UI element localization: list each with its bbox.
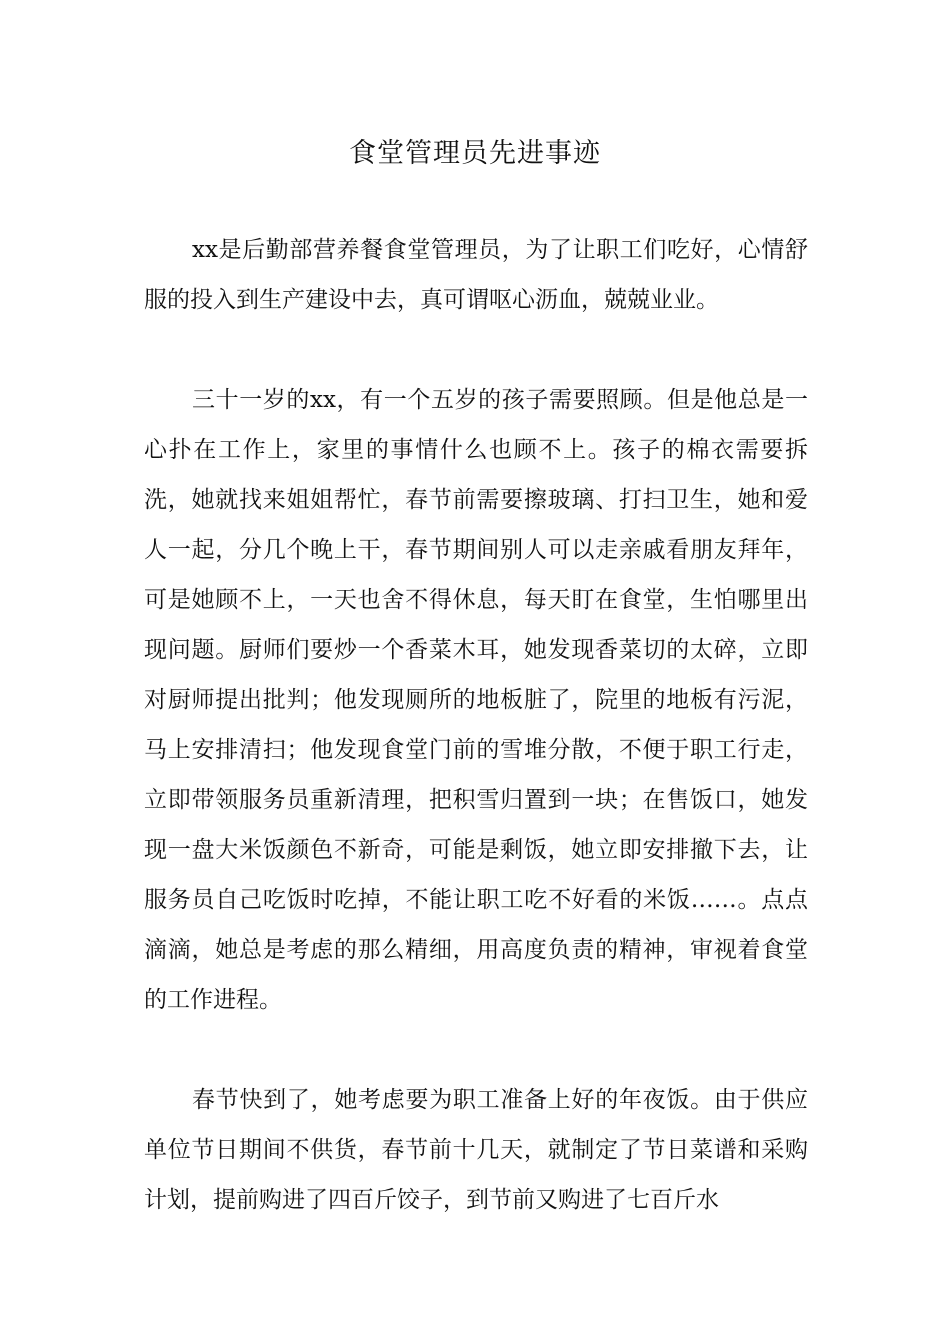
paragraph-3: 春节快到了，她考虑要为职工准备上好的年夜饭。由于供应单位节日期间不供货，春节前十几天，就制定了节日菜谱和采购计划，提前购进了四百斤饺子，到节前又购进了七百斤水: [144, 1087, 808, 1213]
paragraph-2: 三十一岁的xx，有一个五岁的孩子需要照顾。但是他总是一心扑在工作上，家里的事情什么也顾不上。孩子的棉衣需要拆洗，她就找来姐姐帮忙，春节前需要擦玻璃、打扫卫生，她和爱人一起，分几个晚上干，春节期间别人可以走亲戚看朋友拜年，可是她顾不上，一天也舍不得休息，每天盯在食堂，生怕哪里出现问题。厨师们要炒一个香菜木耳，她发现香菜切的太碎，立即对厨师提出批判；他发现厕所的地板脏了，院里的地板有污泥，马上安排清扫；他发现食堂门前的雪堆分散，不便于职工行走，立即带领服务员重新清理，把积雪归置到一块；在售饭口，她发现一盘大米饭颜色不新奇，可能是剩饭，她立即安排撤下去，让服务员自己吃饭时吃掉，不能让职工吃不好看的米饭……。点点滴滴，她总是考虑的那么精细，用高度负责的精神，审视着食堂的工作进程。: [144, 387, 808, 1013]
paragraph-1: xx是后勤部营养餐食堂管理员，为了让职工们吃好，心情舒服的投入到生产建设中去，真可谓呕心沥血，兢兢业业。: [144, 237, 808, 313]
document-title: 食堂管理员先进事迹: [349, 138, 601, 169]
